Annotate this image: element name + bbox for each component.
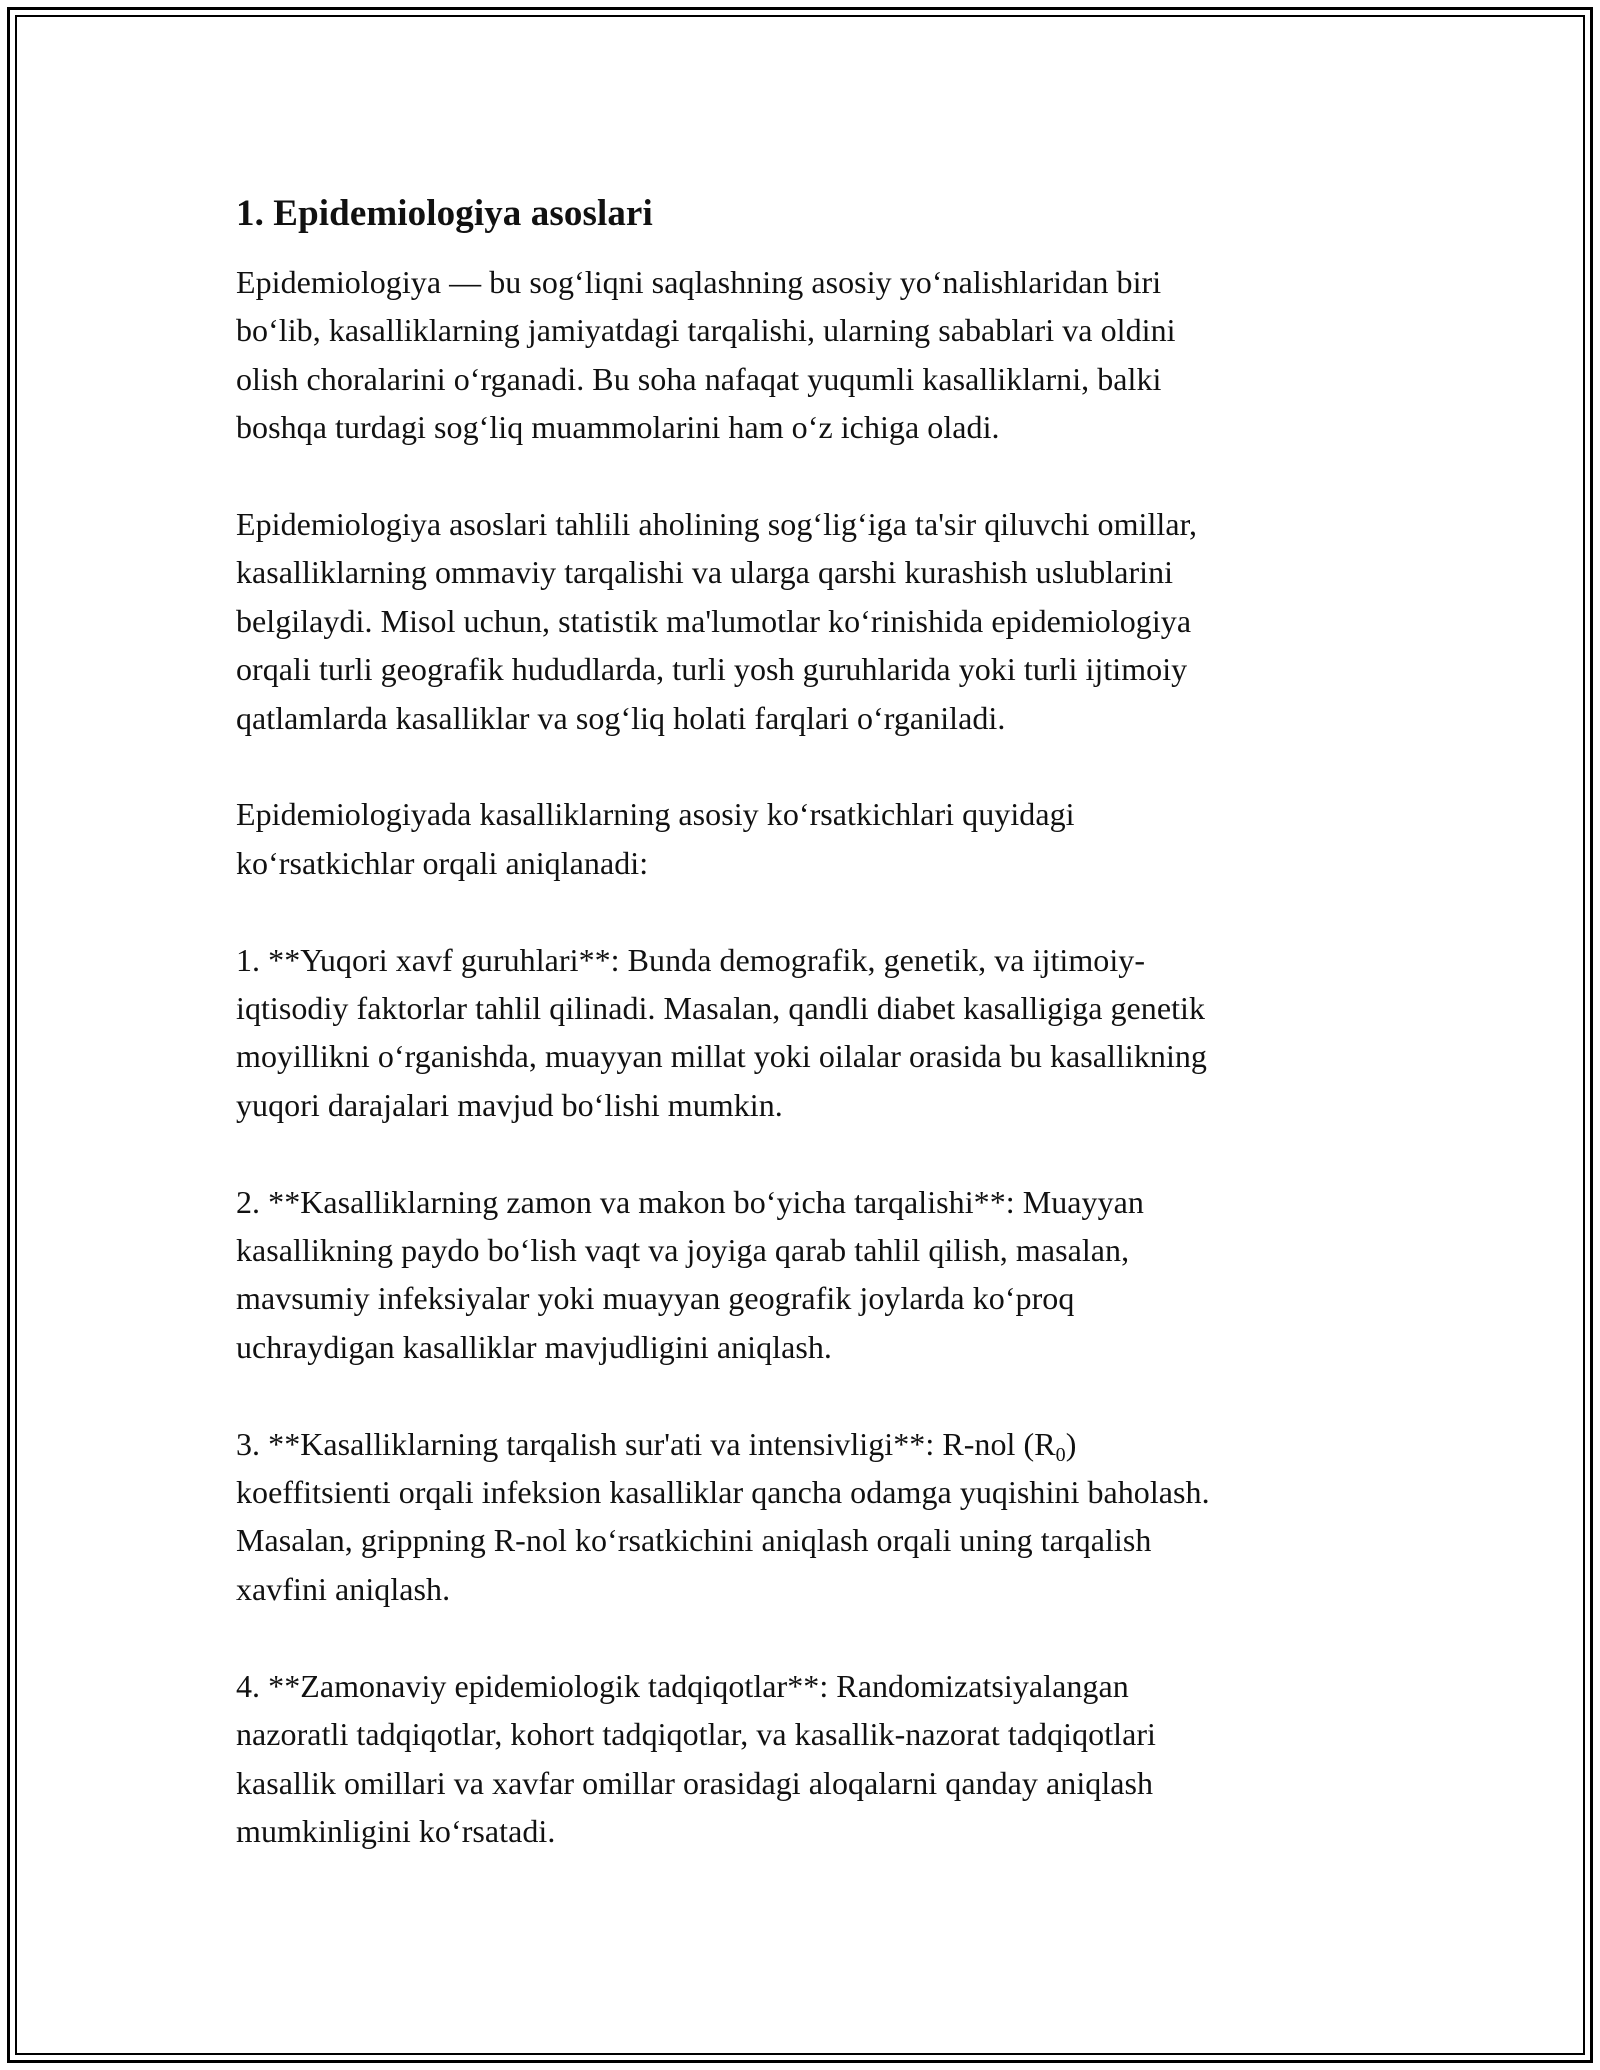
text-line: iqtisodiy faktorlar tahlil qilinadi. Masalan, qandli diabet kasalligiga genetik — [236, 990, 1206, 1027]
text-line: Epidemiologiya — bu sog‘liqni saqlashning asosiy yo‘nalishlaridan biri — [236, 264, 1162, 300]
text-line: koeffitsienti orqali infeksion kasalliklar qancha odamga yuqishini baholash. — [236, 1474, 1210, 1511]
text-line: boshqa turdagi sog‘liq muammolarini ham o‘z ichiga oladi. — [236, 409, 1000, 446]
text-line: mumkinligini ko‘rsatadi. — [236, 1812, 556, 1849]
text-line: 2. **Kasalliklarning zamon va makon bo‘yicha tarqalishi**: Muayyan — [236, 1183, 1144, 1220]
list-item-3 — [236, 1420, 1366, 1614]
text-line: kasallik omillari va xavfar omillar orasidagi aloqalarni qanday aniqlash — [236, 1764, 1154, 1801]
list-item-4 — [236, 1662, 1366, 1856]
text-line: orqali turli geografik hududlarda, turli yosh guruhlarida yoki turli ijtimoiy — [236, 651, 1188, 688]
text-line: uchraydigan kasalliklar mavjudligini aniqlash. — [236, 1328, 832, 1365]
text-line: moyillikni o‘rganishda, muayyan millat yoki oilalar orasida bu kasallikning — [236, 1038, 1207, 1075]
text-line: belgilaydi. Misol uchun, statistik ma'lumotlar ko‘rinishida epidemiologiya — [236, 602, 1192, 639]
text-line — [236, 1420, 1366, 1468]
document-body — [236, 188, 1366, 1855]
list-item-1 — [236, 936, 1366, 1130]
text-line: kasallikning paydo bo‘lish vaqt va joyiga qarab tahlil qilish, masalan, — [236, 1232, 1130, 1269]
paragraph-indicators-intro — [236, 790, 1366, 887]
text-line: olish choralarini o‘rganadi. Bu soha nafaqat yuqumli kasalliklarni, balki — [236, 360, 1162, 397]
text-line: nazoratli tadqiqotlar, kohort tadqiqotlar, va kasallik-nazorat tadqiqotlari — [236, 1716, 1156, 1753]
text-line: Epidemiologiyada kasalliklarning asosiy ko‘rsatkichlari quyidagi — [236, 796, 1075, 833]
section-title: 1. Epidemiologiya asoslari — [236, 193, 653, 234]
text-line: kasalliklarning ommaviy tarqalishi va ularga qarshi kurashish uslublarini — [236, 554, 1174, 591]
text-line: 1. **Yuqori xavf guruhlari**: Bunda demografik, genetik, va ijtimoiy- — [236, 941, 1146, 978]
text-line: Epidemiologiya asoslari tahlili aholining sog‘lig‘iga ta'sir qiluvchi omillar, — [236, 506, 1198, 543]
list-item-2 — [236, 1178, 1366, 1372]
text-line: bo‘lib, kasalliklarning jamiyatdagi tarqalishi, ularning sabablari va oldini — [236, 312, 1176, 349]
text-line: mavsumiy infeksiyalar yoki muayyan geografik joylarda ko‘proq — [236, 1280, 1075, 1317]
text-fragment: 3. **Kasalliklarning tarqalish sur'ati va intensivligi**: R-nol (R — [236, 1425, 1056, 1462]
paragraph-intro — [236, 258, 1366, 452]
subscript-zero: 0 — [1055, 1443, 1066, 1466]
text-line: xavfini aniqlash. — [236, 1570, 451, 1607]
text-line: ko‘rsatkichlar orqali aniqlanadi: — [236, 844, 649, 881]
paragraph-analysis — [236, 500, 1366, 742]
text-line: qatlamlarda kasalliklar va sog‘liq holati farqlari o‘rganiladi. — [236, 699, 1006, 736]
text-line: 4. **Zamonaviy epidemiologik tadqiqotlar**: Randomizatsiyalangan — [236, 1667, 1129, 1704]
text-line: Masalan, grippning R-nol ko‘rsatkichini aniqlash orqali uning tarqalish — [236, 1522, 1152, 1559]
text-line: yuqori darajalari mavjud bo‘lishi mumkin. — [236, 1086, 783, 1123]
text-fragment: ) — [1065, 1425, 1077, 1462]
